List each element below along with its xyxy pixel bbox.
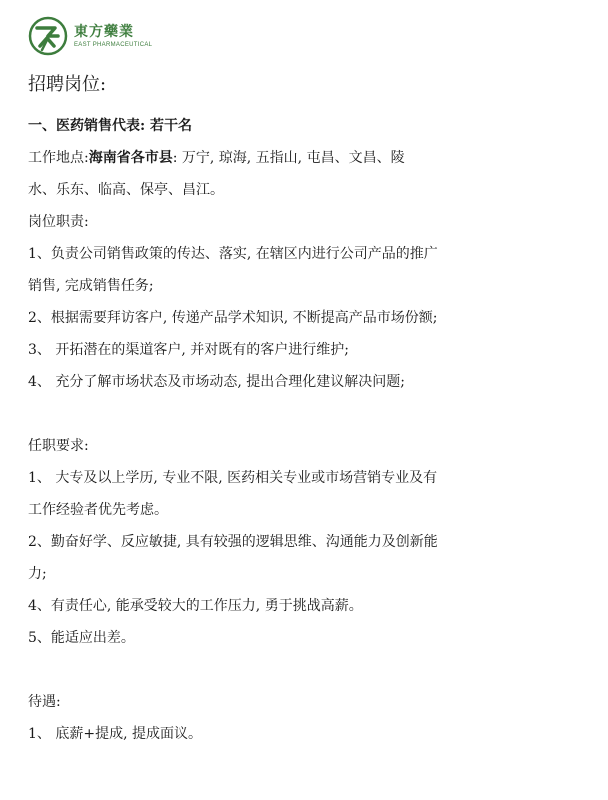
logo-english-name: EAST PHARMACEUTICAL xyxy=(74,41,153,48)
duty-item: 2、根据需要拜访客户, 传递产品学术知识, 不断提高产品市场份额; xyxy=(28,310,438,326)
spacer xyxy=(28,654,588,686)
duty-item: 销售, 完成销售任务; xyxy=(28,278,154,294)
location-line-cont: 水、乐东、临高、保亭、昌江。 xyxy=(28,182,224,198)
east-pharma-logo-icon xyxy=(28,16,68,56)
requirement-item: 力; xyxy=(28,566,47,582)
location-label: 工作地点: xyxy=(28,150,89,166)
requirements-title: 任职要求: xyxy=(28,438,89,454)
benefits-title: 待遇: xyxy=(28,694,61,710)
duties-title: 岗位职责: xyxy=(28,214,89,230)
duty-item: 4、 充分了解市场状态及市场动态, 提出合理化建议解决问题; xyxy=(28,374,405,390)
position-title: 一、医药销售代表: 若干名 xyxy=(28,118,193,134)
duty-item: 1、负责公司销售政策的传达、落实, 在辖区内进行公司产品的推广 xyxy=(28,246,438,262)
requirement-item: 5、能适应出差。 xyxy=(28,630,135,646)
page-heading: 招聘岗位: xyxy=(28,74,107,95)
requirement-item: 1、 大专及以上学历, 专业不限, 医药相关专业或市场营销专业及有 xyxy=(28,470,438,486)
logo-chinese-name: 東方藥業 xyxy=(74,23,134,40)
location-line xyxy=(28,142,588,174)
spacer xyxy=(28,398,588,430)
requirement-item: 2、勤奋好学、反应敏捷, 具有较强的逻辑思维、沟通能力及创新能 xyxy=(28,534,438,550)
requirement-item: 工作经验者优先考虑。 xyxy=(28,502,168,518)
location-cities: : 万宁, 琼海, 五指山, 屯昌、文昌、陵 xyxy=(172,150,405,166)
requirement-item: 4、有责任心, 能承受较大的工作压力, 勇于挑战高薪。 xyxy=(28,598,363,614)
job-posting xyxy=(28,72,588,750)
benefit-item: 1、 底薪+提成, 提成面议。 xyxy=(28,726,202,742)
location-region: 海南省各市县 xyxy=(88,150,173,166)
company-logo xyxy=(28,14,152,58)
duty-item: 3、 开拓潜在的渠道客户, 并对既有的客户进行维护; xyxy=(28,342,349,358)
